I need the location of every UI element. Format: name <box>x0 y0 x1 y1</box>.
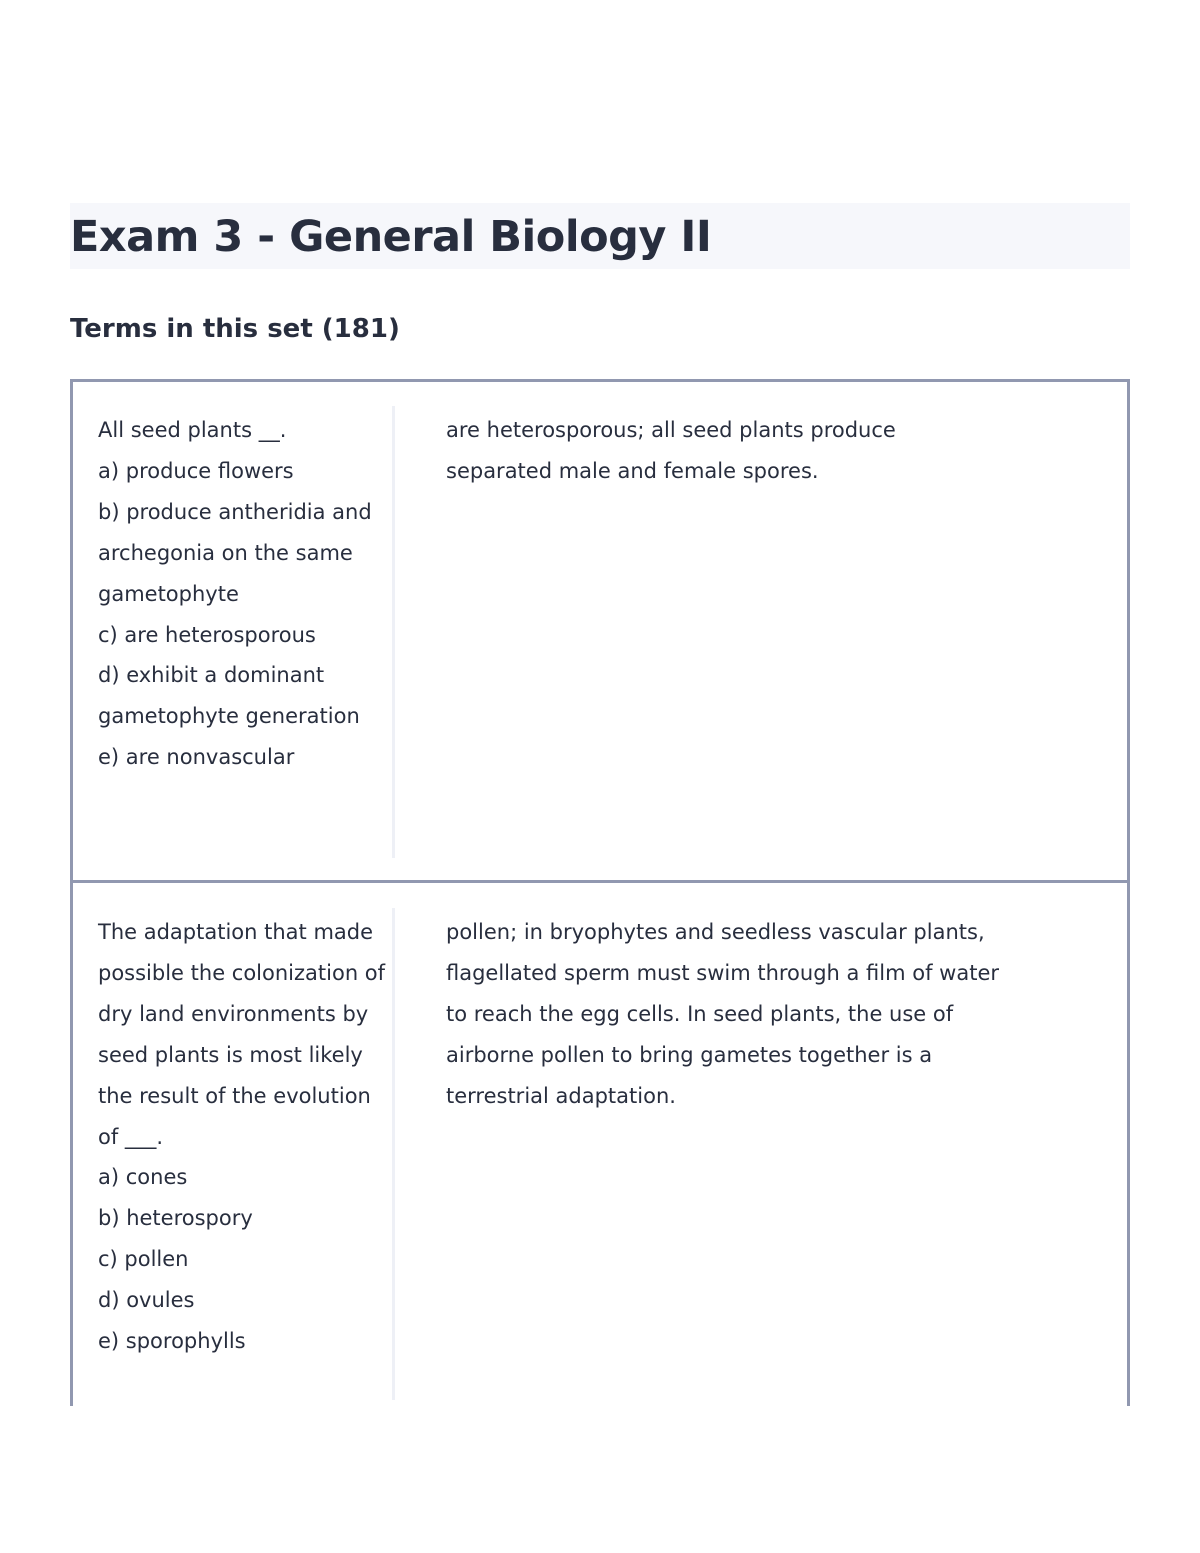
card-divider <box>392 406 395 858</box>
page-title: Exam 3 - General Biology II <box>70 212 712 262</box>
terms-count-heading: Terms in this set (181) <box>70 314 400 344</box>
card-definition: pollen; in bryophytes and seedless vascular plants, flagellated sperm must swim through a film of water to reach the egg cells. In seed plants, the use of airborne pollen to bring gametes together is a terrestrial adaptation. <box>446 920 1000 1108</box>
card-definition: are heterosporous; all seed plants produce separated male and female spores. <box>446 418 896 483</box>
term-card[interactable] <box>70 880 1130 1406</box>
card-divider <box>392 908 395 1400</box>
card-term: All seed plants __. a) produce flowers b) produce antheridia and archegonia on the same gametophyte c) are heterosporous d) exhibit a dominant gametophyte generation e) are nonvascular <box>98 418 372 770</box>
term-card[interactable] <box>70 379 1130 883</box>
terms-list <box>70 379 1130 1406</box>
card-term: The adaptation that made possible the colonization of dry land environments by seed plants is most likely the result of the evolution of ___. a) cones b) heterospory c) pollen d) ovules e) sporophylls <box>98 920 386 1354</box>
